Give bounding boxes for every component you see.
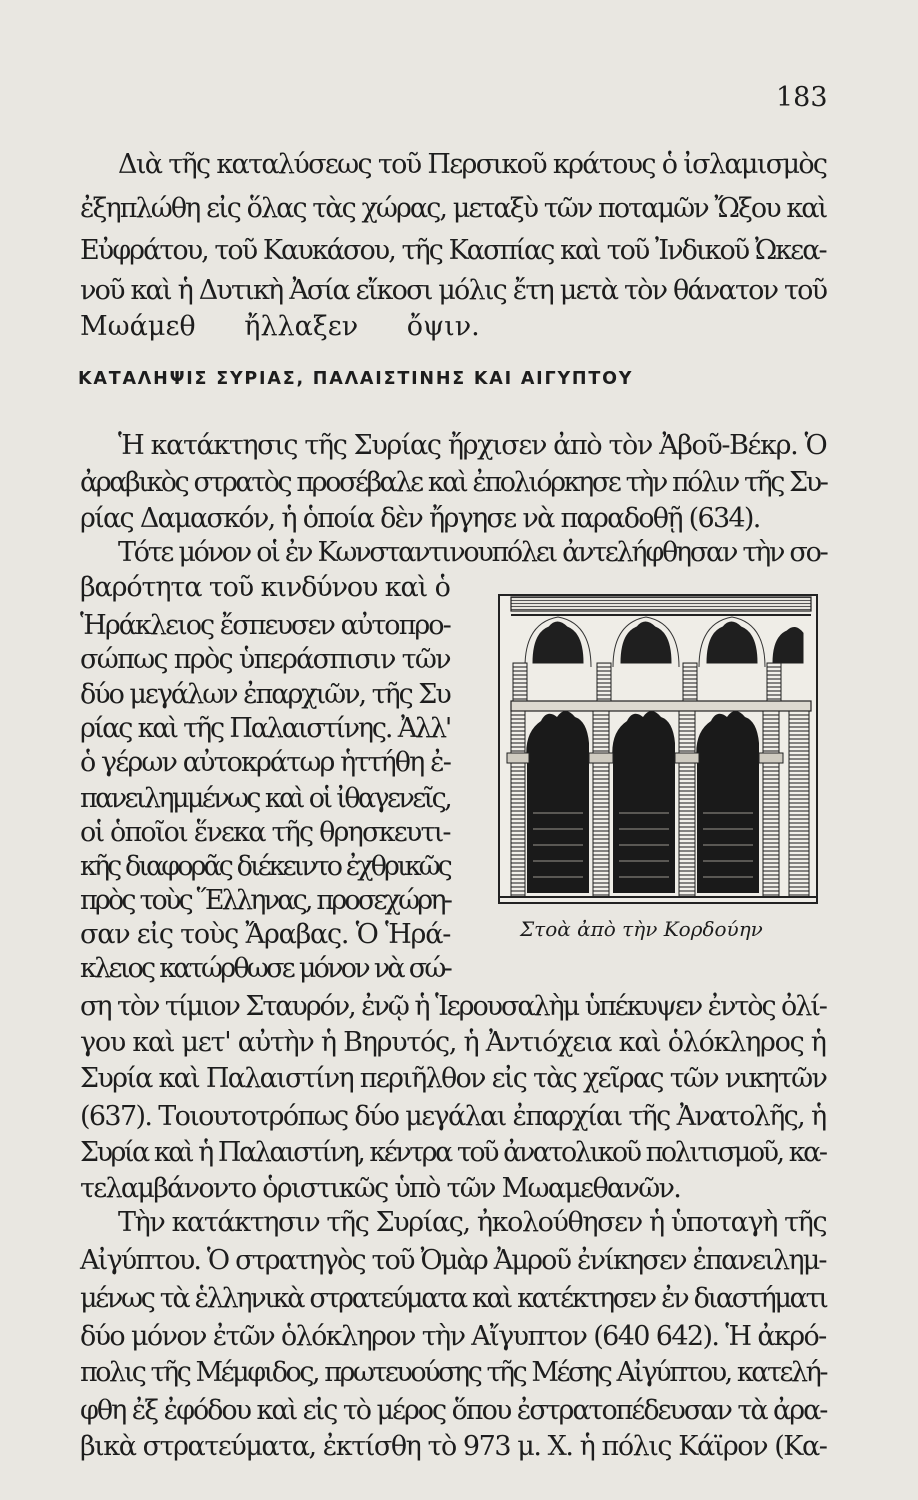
text-line: μένως τὰ ἑλληνικὰ στρατεύματα καὶ κατέκτησεν ἐν διαστήματι	[80, 1283, 827, 1314]
colonnade-illustration	[497, 593, 819, 905]
figure-caption: Στοὰ ἀπὸ τὴν Κορδούην	[520, 917, 763, 941]
text-line: ἐξηπλώθη εἰς ὅλας τὰς χώρας, μεταξὺ τῶν ποταμῶν Ὤξου καὶ	[80, 193, 827, 224]
text-line: Ἡ κατάκτησις τῆς Συρίας ἤρχισεν ἀπὸ τὸν Ἀβοῦ-Βέκρ. Ὁ	[118, 430, 827, 461]
text-line: ρίας καὶ τῆς Παλαιστίνης. Ἀλλ'	[80, 713, 451, 744]
text-line: ρίας Δαμασκόν, ἡ ὁποία δὲν ἤργησε νὰ παραδοθῇ (634).	[80, 503, 760, 534]
text-line: δύο μεγάλων ἐπαρχιῶν, τῆς Συ	[80, 679, 450, 710]
text-line: δύο μόνον ἐτῶν ὁλόκληρον τὴν Αἴγυπτον (640 642). Ἡ ἀκρό-	[80, 1321, 826, 1352]
section-heading: ΚΑΤΑΛΗΨΙΣ ΣΥΡΙΑΣ, ΠΑΛΑΙΣΤΙΝΗΣ ΚΑΙ ΑΙΓΥΠΤΟΥ	[78, 369, 634, 389]
text-line: Συρία καὶ ἡ Παλαιστίνη, κέντρα τοῦ ἀνατολικοῦ πολιτισμοῦ, κα-	[80, 1137, 826, 1168]
text-line: οἱ ὁποῖοι ἕνεκα τῆς θρησκευτι-	[80, 817, 450, 848]
text-line: βικὰ στρατεύματα, ἐκτίσθη τὸ 973 μ. Χ. ἡ πόλις Κάϊρον (Κα-	[80, 1431, 827, 1462]
text-line: κλειος κατώρθωσε μόνον νὰ σώ-	[80, 953, 450, 984]
text-line: Συρία καὶ Παλαιστίνη περιῆλθον εἰς τὰς χεῖρας τῶν νικητῶν	[80, 1063, 827, 1094]
text-line: τελαμβάνοντο ὁριστικῶς ὑπὸ τῶν Μωαμεθανῶν.	[80, 1173, 681, 1204]
text-line: γου καὶ μετ' αὐτὴν ἡ Βηρυτός, ἡ Ἀντιόχεια καὶ ὁλόκληρος ἡ	[80, 1027, 826, 1058]
text-line: πρὸς τοὺς Ἕλληνας, προσεχώρη-	[80, 885, 450, 916]
text-line: Διὰ τῆς καταλύσεως τοῦ Περσικοῦ κράτους ὁ ἰσλαμισμὸς	[118, 149, 827, 180]
text-line: Μωάμεθ ἤλλαξεν ὄψιν.	[80, 311, 480, 342]
text-line: Ἡράκλειος ἔσπευσεν αὐτοπρο-	[80, 610, 450, 641]
text-line: πολις τῆς Μέμφιδος, πρωτευούσης τῆς Μέσης Αἰγύπτου, κατελή-	[80, 1357, 827, 1388]
page-number: 183	[776, 82, 828, 113]
text-line: νοῦ καὶ ἡ Δυτικὴ Ἀσία εἴκοσι μόλις ἔτη μετὰ τὸν θάνατον τοῦ	[80, 275, 827, 306]
text-line: Τότε μόνον οἱ ἐν Κωνσταντινουπόλει ἀντελήφθησαν τὴν σο-	[118, 537, 827, 568]
text-line: φθη ἐξ ἐφόδου καὶ εἰς τὸ μέρος ὅπου ἐστρατοπέδευσαν τὰ ἀρα-	[80, 1395, 827, 1426]
text-line: σαν εἰς τοὺς Ἄραβας. Ὁ Ἡρά-	[80, 919, 451, 950]
text-line: (637). Τοιουτοτρόπως δύο μεγάλαι ἐπαρχίαι τῆς Ἀνατολῆς, ἡ	[80, 1101, 826, 1132]
text-line: ση τὸν τίμιον Σταυρόν, ἐνῷ ἡ Ἱερουσαλὴμ ὑπέκυψεν ἐντὸς ὀλί-	[80, 991, 826, 1022]
text-line: πανειλημμένως καὶ οἱ ἰθαγενεῖς,	[80, 783, 451, 814]
text-line: Τὴν κατάκτησιν τῆς Συρίας, ἠκολούθησεν ἡ ὑποταγὴ τῆς	[118, 1207, 827, 1238]
text-line: κῆς διαφορᾶς διέκειντο ἐχθρικῶς	[80, 851, 450, 882]
text-line: ὁ γέρων αὐτοκράτωρ ἡττήθη ἐ-	[80, 747, 450, 778]
text-line: Αἰγύπτου. Ὁ στρατηγὸς τοῦ Ὀμὰρ Ἀμροῦ ἐνίκησεν ἐπανειλημ-	[80, 1245, 826, 1276]
text-line: σώπως πρὸς ὑπεράσπισιν τῶν	[80, 644, 450, 675]
text-line: Εὐφράτου, τοῦ Καυκάσου, τῆς Κασπίας καὶ τοῦ Ἰνδικοῦ Ὠκεα-	[80, 235, 826, 266]
text-line: βαρότητα τοῦ κινδύνου καὶ ὁ	[80, 572, 450, 603]
text-line: ἀραβικὸς στρατὸς προσέβαλε καὶ ἐπολιόρκησε τὴν πόλιν τῆς Συ-	[80, 467, 827, 498]
